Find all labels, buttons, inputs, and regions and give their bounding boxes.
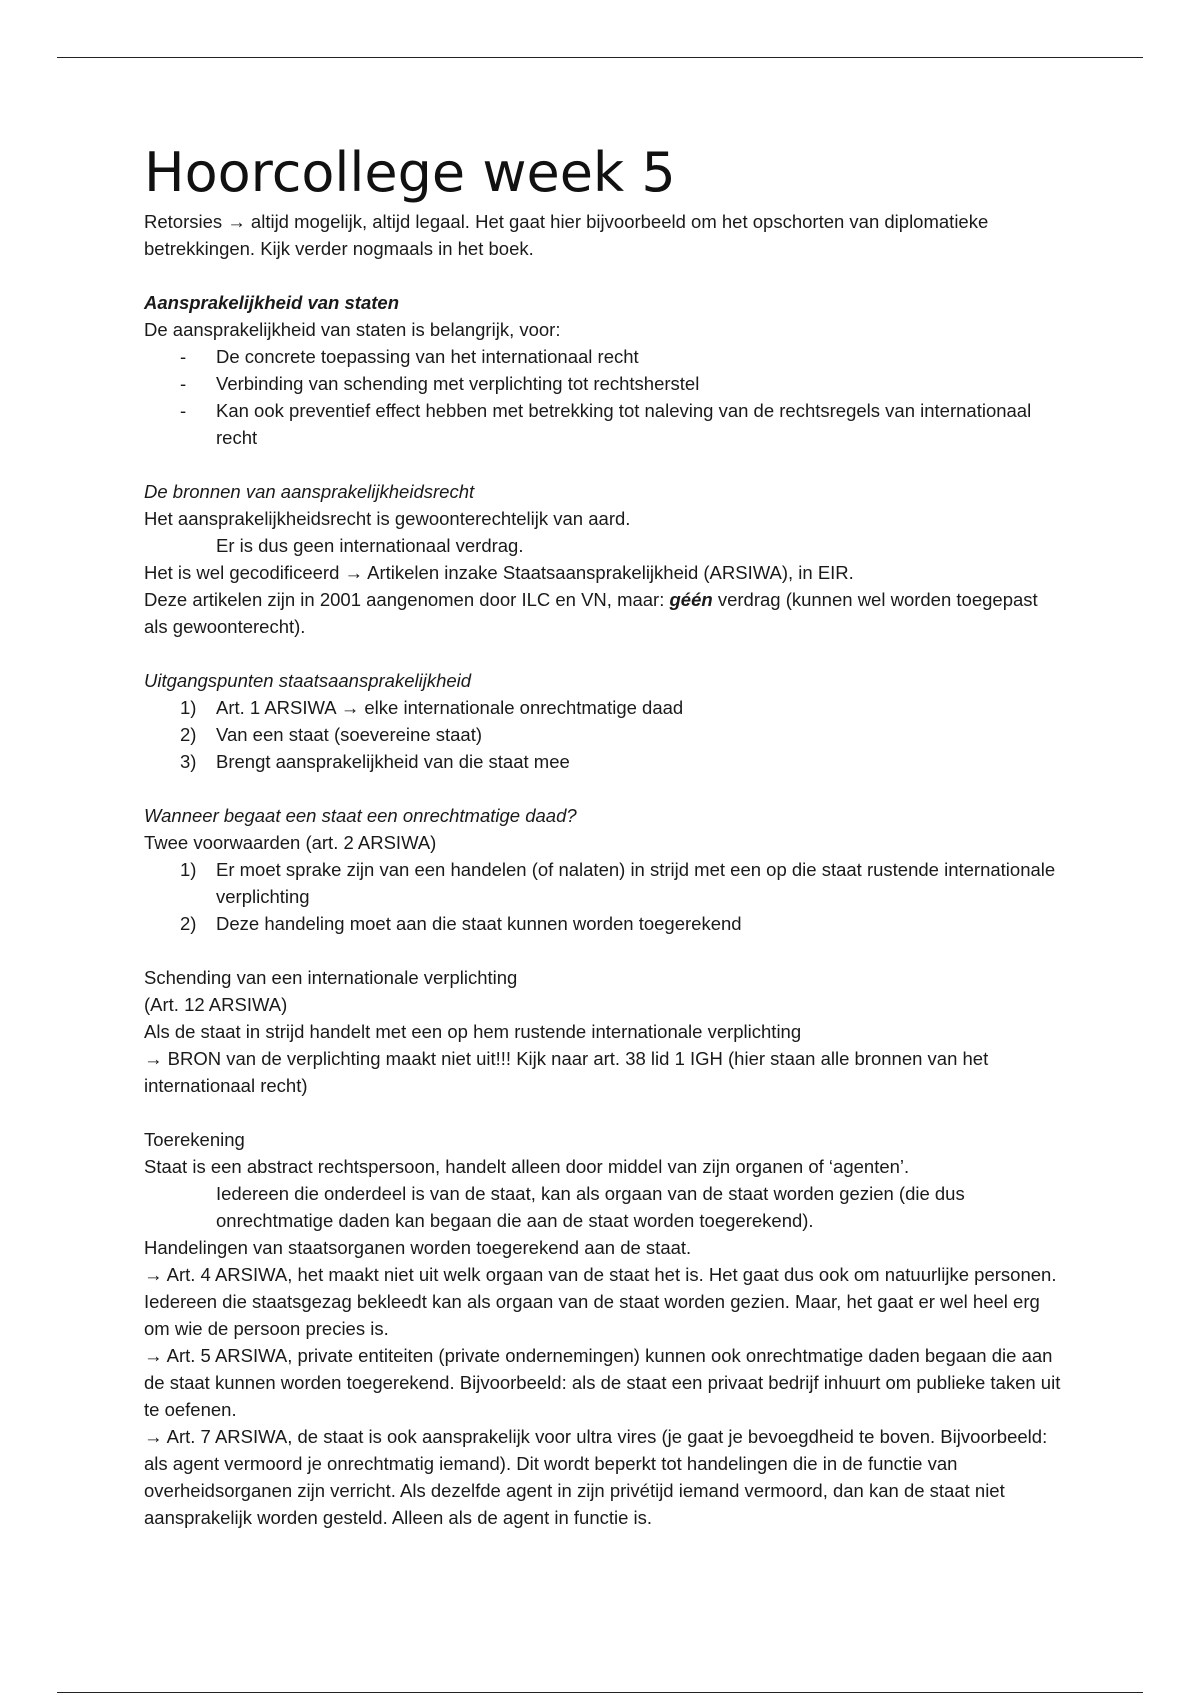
- section5-line1: (Art. 12 ARSIWA): [144, 994, 288, 1015]
- section6-line5: → Art. 5 ARSIWA, private entiteiten (private ondernemingen) kunnen ook onrechtmatige daden begaan die aan de staat kunnen worden toegerekend. Bijvoorbeeld: als de staat een privaat bedrijf inhuurt om publieke taken uit te oefenen.: [144, 1345, 1061, 1420]
- section-heading-bronnen: De bronnen van aansprakelijkheidsrecht: [144, 481, 475, 502]
- list-item: 1) Er moet sprake zijn van een handelen (of nalaten) in strijd met een op die staat rustende internationale verplichting: [180, 859, 1056, 907]
- page-title: Hoorcollege week 5: [144, 141, 676, 204]
- list-item: 2) Van een staat (soevereine staat): [180, 724, 483, 745]
- section4-lead: Twee voorwaarden (art. 2 ARSIWA): [144, 832, 437, 853]
- list-item: 3) Brengt aansprakelijkheid van die staat mee: [180, 751, 570, 772]
- dash-marker: -: [180, 373, 187, 394]
- section6-line6: → Art. 7 ARSIWA, de staat is ook aansprakelijk voor ultra vires (je gaat je bevoegdheid te boven. Bijvoorbeeld: als agent vermoord je onrechtmatig iemand). Dit wordt beperkt tot handelingen die in de functie van overheidsorganen zijn verricht. Als dezelfde agent in zijn privétijd iemand vermoord, dan kan de staat niet aansprakelijk worden gesteld. Alleen als de agent in functie is.: [144, 1426, 1048, 1528]
- list-item: 2) Deze handeling moet aan die staat kunnen worden toegerekend: [180, 913, 742, 934]
- section2-line4: Deze artikelen zijn in 2001 aangenomen door ILC en VN, maar: géén verdrag (kunnen wel worden toegepast als gewoonterecht).: [144, 589, 1038, 637]
- section-heading-toerekening: Toerekening: [144, 1129, 245, 1150]
- section3-numbered-list: [144, 694, 1064, 775]
- section2-line3: Het is wel gecodificeerd → Artikelen inzake Staatsaansprakelijkheid (ARSIWA), in EIR.: [144, 562, 854, 583]
- section1-bullet-list: [144, 343, 1064, 451]
- section6-line1: Staat is een abstract rechtspersoon, handelt alleen door middel van zijn organen of ‘agenten’.: [144, 1156, 910, 1177]
- header-rule: [57, 57, 1143, 58]
- footer-rule: [57, 1692, 1143, 1693]
- emphasis-geen: géén: [669, 589, 713, 610]
- intro-paragraph: Retorsies → altijd mogelijk, altijd legaal. Het gaat hier bijvoorbeeld om het opschorten van diplomatieke betrekkingen. Kijk verder nogmaals in het boek.: [144, 211, 989, 259]
- section-heading-uitgangspunten: Uitgangspunten staatsaansprakelijkheid: [144, 670, 472, 691]
- section5-line3: → BRON van de verplichting maakt niet uit!!! Kijk naar art. 38 lid 1 IGH (hier staan alle bronnen van het internationaal recht): [144, 1048, 989, 1096]
- section-heading-aansprakelijkheid: Aansprakelijkheid van staten: [144, 292, 399, 313]
- section5-line2: Als de staat in strijd handelt met een op hem rustende internationale verplichting: [144, 1021, 802, 1042]
- list-item: - De concrete toepassing van het internationaal recht: [144, 343, 1064, 370]
- section-heading-schending: Schending van een internationale verplichting: [144, 967, 518, 988]
- dash-marker: -: [180, 400, 187, 421]
- list-item: - Verbinding van schending met verplichting tot rechtsherstel: [144, 370, 1064, 397]
- dash-marker: -: [180, 346, 187, 367]
- section4-numbered-list: [144, 856, 1064, 937]
- list-item: 1) Art. 1 ARSIWA → elke internationale onrechtmatige daad: [180, 697, 684, 718]
- section1-lead: De aansprakelijkheid van staten is belangrijk, voor:: [144, 319, 561, 340]
- section6-line4: → Art. 4 ARSIWA, het maakt niet uit welk orgaan van de staat het is. Het gaat dus ook om natuurlijke personen. Iedereen die staatsgezag bekleedt kan als orgaan van de staat worden gezien. Maar, het gaat er wel heel erg om wie de persoon precies is.: [144, 1264, 1057, 1339]
- section2-line2: Er is dus geen internationaal verdrag.: [216, 535, 524, 556]
- document-body: [144, 140, 1064, 1531]
- list-item: - Kan ook preventief effect hebben met betrekking tot naleving van de rechtsregels van internationaal recht: [144, 397, 1064, 451]
- section6-line2: Iedereen die onderdeel is van de staat, kan als orgaan van de staat worden gezien (die dus onrechtmatige daden kan begaan die aan de staat worden toegerekend).: [216, 1183, 965, 1231]
- section2-line1: Het aansprakelijkheidsrecht is gewoonterechtelijk van aard.: [144, 508, 631, 529]
- section6-line3: Handelingen van staatsorganen worden toegerekend aan de staat.: [144, 1237, 692, 1258]
- section-heading-wanneer: Wanneer begaat een staat een onrechtmatige daad?: [144, 805, 577, 826]
